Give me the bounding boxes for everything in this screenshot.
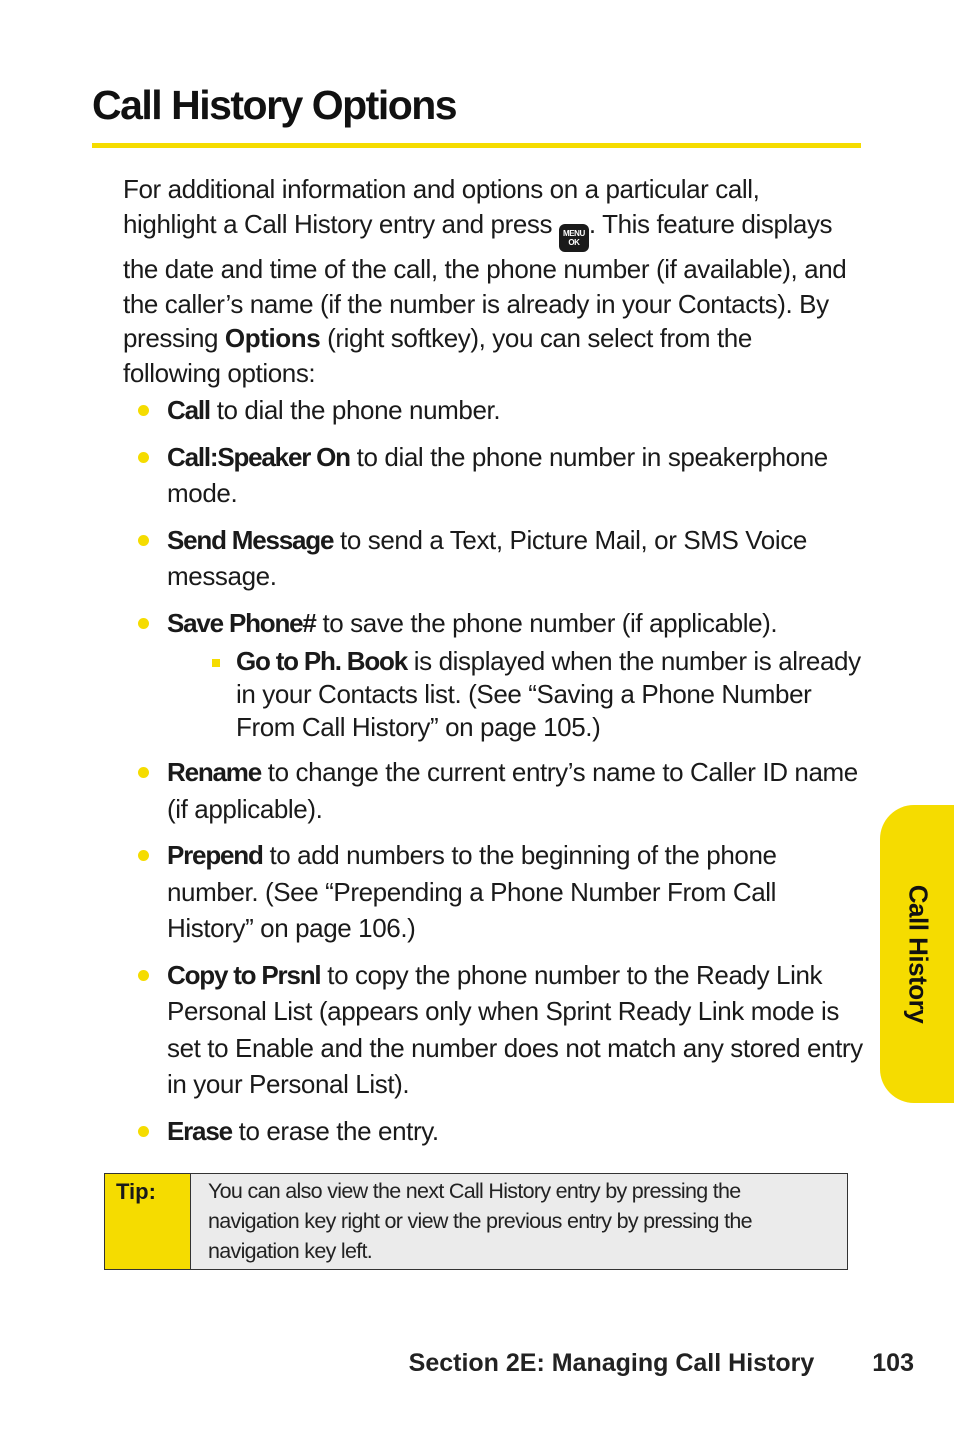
option-name: Erase bbox=[167, 1115, 232, 1146]
page-number: 103 bbox=[872, 1349, 914, 1377]
intro-text-1: For additional information and options on a particular call, highlight a Call History entry and press bbox=[123, 174, 760, 239]
key-label-ok: OK bbox=[568, 237, 580, 247]
option-name: Prepend bbox=[167, 840, 263, 870]
option-name: Copy to Prsnl bbox=[167, 959, 321, 990]
option-copy-to-prsnl bbox=[136, 957, 866, 1103]
footer-section-title: Section 2E: Managing Call History bbox=[408, 1349, 815, 1377]
option-name: Call bbox=[167, 395, 210, 425]
option-save-phone bbox=[136, 605, 866, 745]
title-rule bbox=[92, 143, 861, 148]
tip-text: You can also view the next Call History entry by pressing the navigation key right or view the previous entry by pressing the navigation key left. bbox=[191, 1174, 847, 1269]
option-description: to save the phone number (if applicable). bbox=[315, 607, 778, 638]
intro-text-2: . This feature displays the date and time of the call, the phone number (if available), and the caller’s name (if the number is already in your Contacts). By pressing bbox=[123, 208, 847, 354]
option-description: to erase the entry. bbox=[231, 1115, 439, 1146]
save-phone-sub-list bbox=[167, 645, 866, 744]
option-description: to add numbers to the beginning of the phone number. (See “Prepending a Phone Number From Call History” on page 106.) bbox=[167, 840, 777, 943]
option-description: to dial the phone number. bbox=[209, 395, 501, 425]
option-erase bbox=[136, 1113, 866, 1150]
option-description: to change the current entry’s name to Caller ID name (if applicable). bbox=[167, 757, 858, 824]
option-send-message bbox=[136, 522, 866, 595]
side-tab-label: Call History bbox=[903, 884, 934, 1024]
option-description: to dial the phone number in speakerphone mode. bbox=[167, 441, 828, 508]
option-name: Send Message bbox=[167, 524, 334, 555]
page-footer bbox=[409, 1349, 914, 1378]
menu-ok-key-icon bbox=[559, 224, 589, 252]
intro-text-3: (right softkey), you can select from the following options: bbox=[123, 323, 752, 389]
sub-option-description: is displayed when the number is already in your Contacts list. (See “Saving a Phone Number From Call History” on page 105.) bbox=[236, 646, 861, 742]
option-description: to send a Text, Picture Mail, or SMS Voice message. bbox=[167, 524, 807, 591]
intro-paragraph bbox=[123, 172, 853, 391]
options-softkey-label: Options bbox=[224, 323, 321, 354]
page-title: Call History Options bbox=[92, 82, 457, 128]
tip-box bbox=[104, 1173, 848, 1270]
sub-option-go-to-ph-book bbox=[167, 645, 866, 744]
option-name: Save Phone# bbox=[167, 607, 316, 638]
section-side-tab bbox=[880, 805, 954, 1103]
option-call bbox=[136, 392, 866, 429]
tip-label: Tip: bbox=[105, 1174, 191, 1269]
option-name: Call:Speaker On bbox=[167, 441, 350, 472]
option-rename bbox=[136, 754, 866, 827]
sub-option-name: Go to Ph. Book bbox=[236, 646, 407, 676]
key-label-menu: MENU bbox=[562, 228, 585, 238]
option-description: to copy the phone number to the Ready Link Personal List (appears only when Sprint Ready Link mode is set to Enable and the number does not match any stored entry in your Personal List). bbox=[167, 959, 863, 1099]
option-prepend bbox=[136, 837, 866, 947]
options-list bbox=[136, 392, 866, 1159]
option-name: Rename bbox=[167, 757, 261, 787]
option-call-speaker-on bbox=[136, 439, 866, 512]
